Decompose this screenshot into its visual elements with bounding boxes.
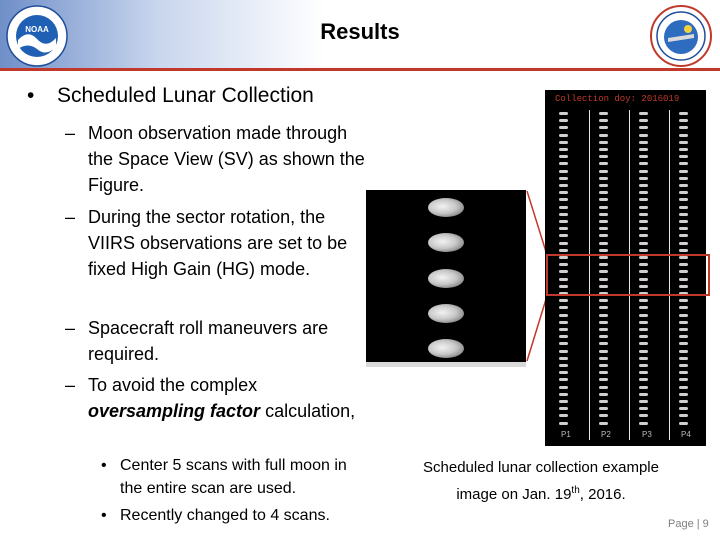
scan-tick xyxy=(679,234,688,237)
scan-tick xyxy=(679,386,688,389)
scan-tick xyxy=(559,177,568,180)
scan-tick xyxy=(559,407,568,410)
scan-tick xyxy=(599,234,608,237)
scan-tick xyxy=(639,299,648,302)
sub4-emphasis: oversampling factor xyxy=(88,401,261,421)
scan-tick xyxy=(559,335,568,338)
scan-tick xyxy=(599,162,608,165)
scan-tick xyxy=(679,321,688,324)
moon-zoom-image xyxy=(366,190,526,367)
scan-tick xyxy=(559,342,568,345)
nesdis-star-logo-icon xyxy=(650,5,712,67)
scan-tick xyxy=(599,407,608,410)
scan-tick xyxy=(559,134,568,137)
scan-tick xyxy=(559,170,568,173)
scan-tick xyxy=(599,414,608,417)
scan-tick xyxy=(599,386,608,389)
scan-tick xyxy=(559,184,568,187)
sub4-prefix: To avoid the complex xyxy=(88,375,258,395)
scan-tick xyxy=(599,321,608,324)
scan-tick xyxy=(639,148,648,151)
scan-tick xyxy=(639,242,648,245)
scan-tick xyxy=(599,177,608,180)
scan-tick xyxy=(639,371,648,374)
scan-tick xyxy=(679,170,688,173)
scan-tick xyxy=(679,422,688,425)
scan-tick xyxy=(639,134,648,137)
dash-marker: – xyxy=(65,123,76,143)
scan-tick xyxy=(639,112,648,115)
bullet-dot: • xyxy=(27,84,35,107)
scan-tick xyxy=(679,407,688,410)
scan-tick xyxy=(639,198,648,201)
scan-tick xyxy=(559,155,568,158)
dash-marker: – xyxy=(65,318,76,338)
svg-text:NOAA: NOAA xyxy=(25,25,49,34)
scan-tick xyxy=(679,220,688,223)
scan-tick xyxy=(599,422,608,425)
scan-tick xyxy=(559,364,568,367)
scan-tick xyxy=(639,162,648,165)
scan-tick xyxy=(559,328,568,331)
scan-tick xyxy=(639,393,648,396)
scan-tick xyxy=(599,227,608,230)
scan-tick xyxy=(559,213,568,216)
scan-tick xyxy=(599,141,608,144)
scan-tick xyxy=(679,213,688,216)
scan-tick xyxy=(679,342,688,345)
scan-tick xyxy=(599,357,608,360)
scan-tick xyxy=(639,306,648,309)
scan-tick xyxy=(559,126,568,129)
scan-tick xyxy=(559,306,568,309)
sub4-suffix: calculation, xyxy=(265,401,356,421)
scan-tick xyxy=(679,134,688,137)
scan-tick xyxy=(639,386,648,389)
scan-tick xyxy=(559,371,568,374)
scan-tick xyxy=(559,220,568,223)
scan-tick xyxy=(599,393,608,396)
dash-marker: – xyxy=(65,207,76,227)
moon-scan xyxy=(428,269,464,288)
scan-tick xyxy=(559,314,568,317)
scan-tick xyxy=(639,328,648,331)
scan-tick xyxy=(639,249,648,252)
scan-tick xyxy=(599,170,608,173)
scan-tick xyxy=(639,141,648,144)
scan-tick xyxy=(599,400,608,403)
scan-tick xyxy=(599,119,608,122)
connector-line-bottom xyxy=(527,296,547,361)
scan-tick xyxy=(639,357,648,360)
scan-tick xyxy=(679,249,688,252)
scan-tick xyxy=(559,414,568,417)
scan-tick xyxy=(599,191,608,194)
scan-tick xyxy=(639,422,648,425)
scan-tick xyxy=(679,242,688,245)
scan-tick xyxy=(599,335,608,338)
scan-tick xyxy=(559,400,568,403)
scan-tick xyxy=(679,206,688,209)
caption-line-2: image on Jan. 19th, 2016. xyxy=(456,485,626,503)
column-label: P3 xyxy=(642,430,652,439)
scan-tick xyxy=(599,364,608,367)
scan-tick xyxy=(639,321,648,324)
scan-tick xyxy=(679,112,688,115)
scan-tick xyxy=(679,414,688,417)
scan-tick xyxy=(679,350,688,353)
scan-tick xyxy=(599,155,608,158)
scan-tick xyxy=(679,335,688,338)
scan-tick xyxy=(639,213,648,216)
scan-tick xyxy=(639,184,648,187)
scan-tick xyxy=(599,220,608,223)
column-label: P4 xyxy=(681,430,691,439)
scan-tick xyxy=(679,400,688,403)
scan-tick xyxy=(679,177,688,180)
scan-tick xyxy=(639,378,648,381)
scan-tick xyxy=(639,350,648,353)
scan-tick xyxy=(599,249,608,252)
strip-caption: Collection doy: 2016019 xyxy=(555,94,680,104)
scan-tick xyxy=(639,191,648,194)
scan-tick xyxy=(559,249,568,252)
page-number: Page | 9 xyxy=(668,518,709,530)
connector-line-top xyxy=(527,191,547,255)
figure-caption xyxy=(406,456,676,506)
scan-tick xyxy=(559,393,568,396)
scan-tick xyxy=(679,198,688,201)
scan-tick xyxy=(599,112,608,115)
scan-tick xyxy=(559,148,568,151)
scan-tick xyxy=(559,299,568,302)
scan-tick xyxy=(599,328,608,331)
scan-tick xyxy=(599,342,608,345)
scan-tick xyxy=(599,206,608,209)
column-label: P1 xyxy=(561,430,571,439)
column-label: P2 xyxy=(601,430,611,439)
scan-tick xyxy=(639,155,648,158)
scan-tick xyxy=(639,234,648,237)
scan-tick xyxy=(639,414,648,417)
scan-tick xyxy=(679,126,688,129)
scan-tick xyxy=(559,234,568,237)
moon-scan xyxy=(428,233,464,252)
scan-tick xyxy=(639,342,648,345)
moon-scan xyxy=(428,304,464,323)
scan-tick xyxy=(679,155,688,158)
scan-tick xyxy=(679,306,688,309)
scan-tick xyxy=(679,378,688,381)
dash-marker: – xyxy=(65,375,76,395)
scan-tick xyxy=(639,407,648,410)
scan-tick xyxy=(599,371,608,374)
scan-tick xyxy=(559,191,568,194)
scan-tick xyxy=(679,119,688,122)
scan-tick xyxy=(599,126,608,129)
scan-tick xyxy=(679,328,688,331)
scan-tick xyxy=(679,191,688,194)
scan-tick xyxy=(599,148,608,151)
scan-tick xyxy=(639,335,648,338)
scan-tick xyxy=(679,357,688,360)
scan-tick xyxy=(559,119,568,122)
scan-tick xyxy=(559,321,568,324)
bullet-dot: • xyxy=(101,507,107,524)
slide-title: Results xyxy=(320,19,400,44)
highlight-box xyxy=(546,254,710,296)
scan-tick xyxy=(639,314,648,317)
scan-tick xyxy=(639,126,648,129)
scan-tick xyxy=(559,357,568,360)
scan-tick xyxy=(639,220,648,223)
scan-tick xyxy=(599,378,608,381)
scan-tick xyxy=(639,177,648,180)
scan-tick xyxy=(559,162,568,165)
bullet-dot: • xyxy=(101,457,107,474)
noaa-logo-icon xyxy=(6,5,68,67)
scan-tick xyxy=(639,170,648,173)
scan-tick xyxy=(679,364,688,367)
scan-tick xyxy=(559,350,568,353)
scan-tick xyxy=(559,242,568,245)
scan-tick xyxy=(599,314,608,317)
scan-tick xyxy=(679,393,688,396)
scan-tick xyxy=(599,299,608,302)
scan-tick xyxy=(559,206,568,209)
scan-tick xyxy=(559,378,568,381)
scan-tick xyxy=(679,148,688,151)
scan-tick xyxy=(559,227,568,230)
moon-scan xyxy=(428,339,464,358)
scan-tick xyxy=(639,400,648,403)
scan-tick xyxy=(559,198,568,201)
moon-scan xyxy=(428,198,464,217)
scan-tick xyxy=(679,314,688,317)
scan-tick xyxy=(559,386,568,389)
header-rule xyxy=(0,68,720,71)
scan-tick xyxy=(599,184,608,187)
scan-tick xyxy=(639,364,648,367)
scan-tick xyxy=(599,198,608,201)
scan-tick xyxy=(559,422,568,425)
scan-tick xyxy=(599,306,608,309)
scan-tick xyxy=(679,141,688,144)
scan-tick xyxy=(679,299,688,302)
scan-tick xyxy=(559,141,568,144)
scan-tick xyxy=(639,119,648,122)
scan-tick xyxy=(599,350,608,353)
scan-tick xyxy=(679,162,688,165)
scan-tick xyxy=(599,242,608,245)
scan-tick xyxy=(639,227,648,230)
caption-line-1: Scheduled lunar collection example xyxy=(423,459,659,476)
scan-tick xyxy=(559,112,568,115)
scan-tick xyxy=(679,227,688,230)
scan-tick xyxy=(679,371,688,374)
scan-tick xyxy=(639,206,648,209)
scan-tick xyxy=(599,134,608,137)
scan-tick xyxy=(599,213,608,216)
scan-tick xyxy=(679,184,688,187)
